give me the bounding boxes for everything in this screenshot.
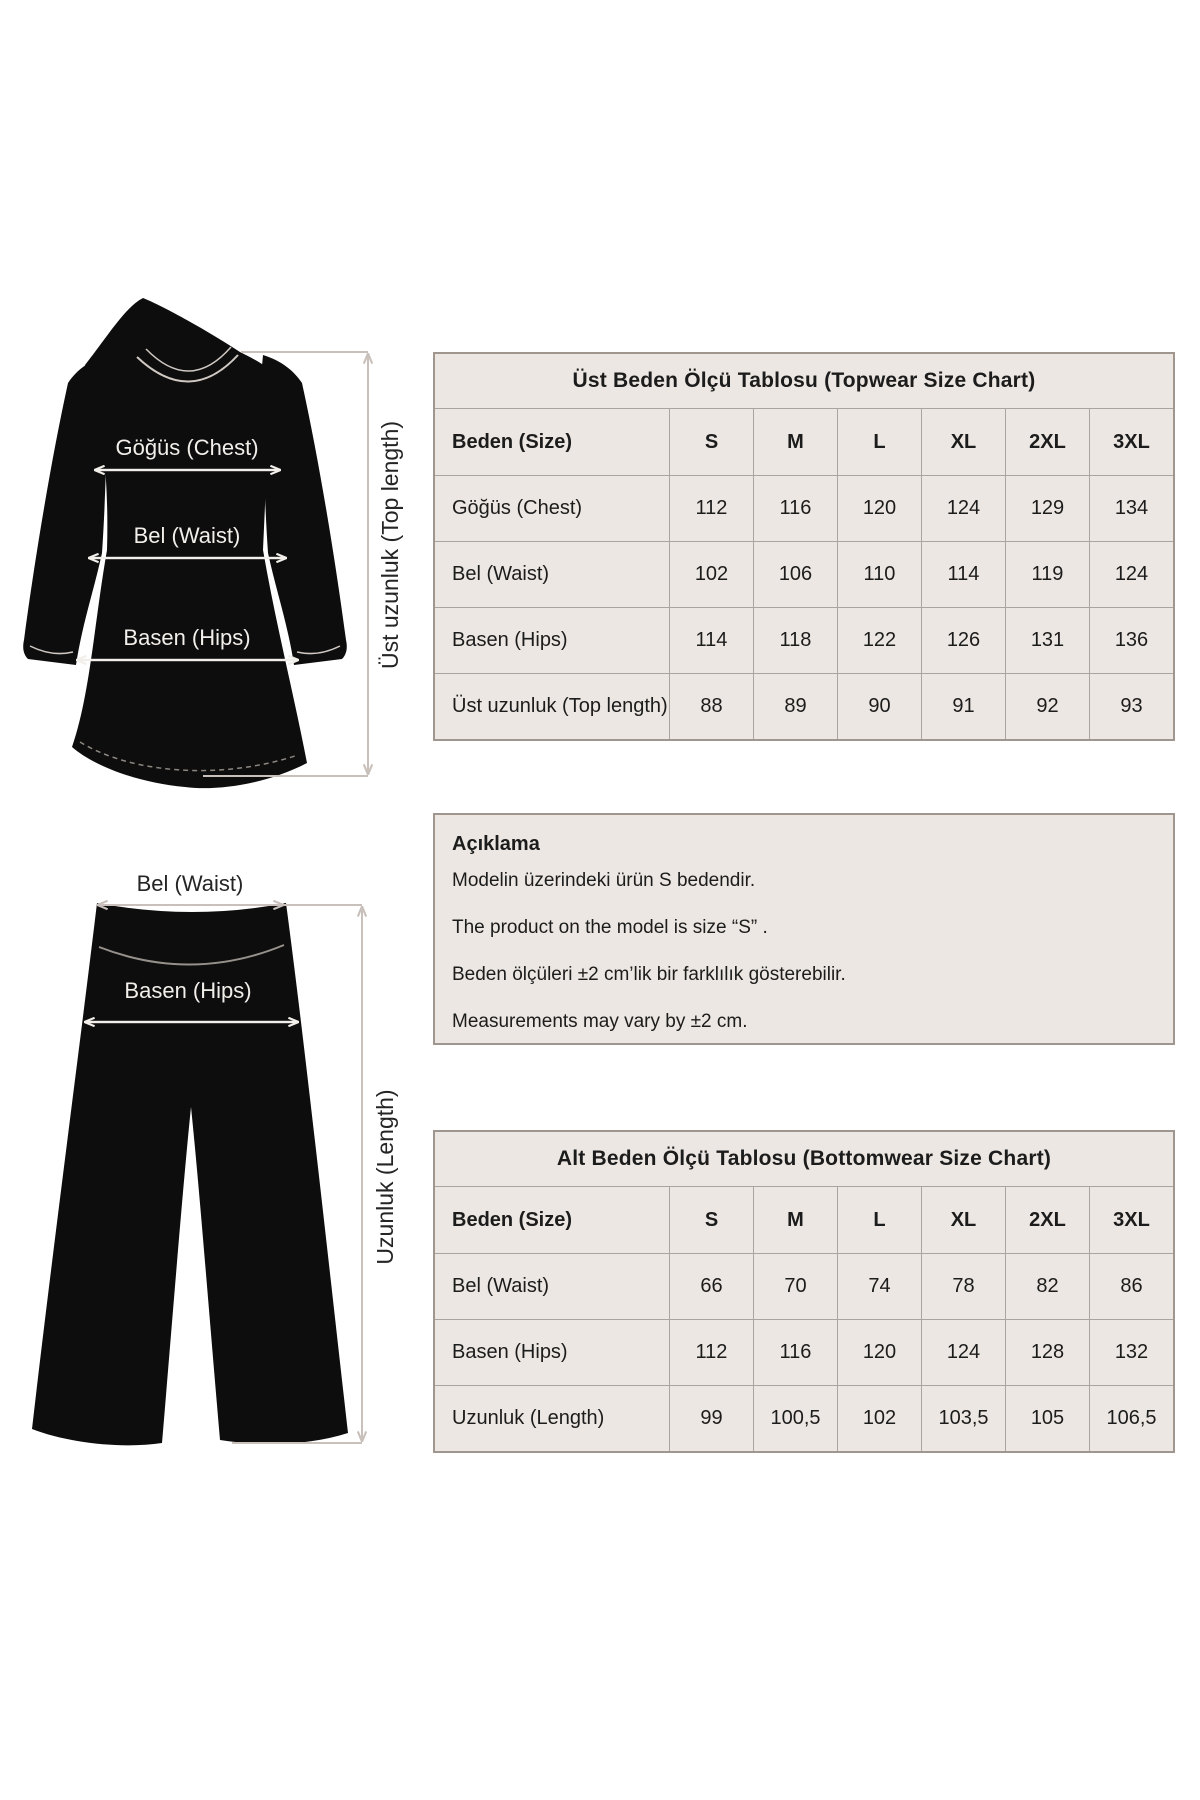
pants-hips-label: Basen (Hips) bbox=[124, 978, 252, 1003]
top-length-label: Üst uzunluk (Top length) bbox=[377, 420, 403, 670]
value-cell: 120 bbox=[837, 1319, 921, 1385]
value-cell: M bbox=[753, 1186, 837, 1253]
value-cell: 124 bbox=[1089, 541, 1173, 607]
table-row bbox=[435, 541, 1173, 607]
row-label-cell: Bel (Waist) bbox=[435, 541, 669, 607]
value-cell: 120 bbox=[837, 475, 921, 541]
value-cell: 118 bbox=[753, 607, 837, 673]
value-cell: 78 bbox=[921, 1253, 1005, 1319]
pants-waist-label: Bel (Waist) bbox=[136, 871, 244, 896]
value-cell: 114 bbox=[669, 607, 753, 673]
value-cell: 99 bbox=[669, 1385, 753, 1451]
note-line: Measurements may vary by ±2 cm. bbox=[452, 1011, 748, 1032]
value-cell: 3XL bbox=[1089, 1186, 1173, 1253]
table-row bbox=[435, 673, 1173, 739]
value-cell: 90 bbox=[837, 673, 921, 739]
table-title: Alt Beden Ölçü Tablosu (Bottomwear Size Chart) bbox=[556, 1147, 1052, 1170]
value-cell: 92 bbox=[1005, 673, 1089, 739]
table-row bbox=[435, 1385, 1173, 1451]
bottomwear-diagram bbox=[10, 855, 410, 1455]
table-row bbox=[435, 1253, 1173, 1319]
value-cell: 131 bbox=[1005, 607, 1089, 673]
value-cell: 70 bbox=[753, 1253, 837, 1319]
value-cell: 88 bbox=[669, 673, 753, 739]
value-cell: 93 bbox=[1089, 673, 1173, 739]
notes-title: Açıklama bbox=[452, 833, 540, 855]
value-cell: 91 bbox=[921, 673, 1005, 739]
value-cell: 122 bbox=[837, 607, 921, 673]
value-cell: 136 bbox=[1089, 607, 1173, 673]
value-cell: 129 bbox=[1005, 475, 1089, 541]
value-cell: S bbox=[669, 408, 753, 475]
table-header-row bbox=[435, 1186, 1173, 1253]
value-cell: 116 bbox=[753, 475, 837, 541]
value-cell: S bbox=[669, 1186, 753, 1253]
value-cell: 2XL bbox=[1005, 408, 1089, 475]
value-cell: 106,5 bbox=[1089, 1385, 1173, 1451]
value-cell: 89 bbox=[753, 673, 837, 739]
value-cell: 102 bbox=[669, 541, 753, 607]
value-cell: 110 bbox=[837, 541, 921, 607]
notes-panel bbox=[433, 813, 1175, 1045]
value-cell: 105 bbox=[1005, 1385, 1089, 1451]
value-cell: 74 bbox=[837, 1253, 921, 1319]
note-line: Modelin üzerindeki ürün S bedendir. bbox=[452, 870, 756, 891]
value-cell: 119 bbox=[1005, 541, 1089, 607]
value-cell: 106 bbox=[753, 541, 837, 607]
value-cell: XL bbox=[921, 1186, 1005, 1253]
note-line: Beden ölçüleri ±2 cm’lik bir farklılık gösterebilir. bbox=[452, 964, 846, 985]
row-label-cell: Üst uzunluk (Top length) bbox=[435, 673, 669, 739]
value-cell: 116 bbox=[753, 1319, 837, 1385]
table-title: Üst Beden Ölçü Tablosu (Topwear Size Chart) bbox=[572, 369, 1036, 392]
value-cell: 126 bbox=[921, 607, 1005, 673]
notes-lines bbox=[452, 870, 1173, 1058]
chest-label: Göğüs (Chest) bbox=[115, 435, 259, 460]
row-label-cell: Basen (Hips) bbox=[435, 607, 669, 673]
value-cell: 112 bbox=[669, 1319, 753, 1385]
value-cell: XL bbox=[921, 408, 1005, 475]
table-row bbox=[435, 1319, 1173, 1385]
row-label-cell: Beden (Size) bbox=[435, 1186, 669, 1253]
table-row bbox=[435, 607, 1173, 673]
value-cell: 124 bbox=[921, 1319, 1005, 1385]
value-cell: L bbox=[837, 408, 921, 475]
value-cell: 2XL bbox=[1005, 1186, 1089, 1253]
row-label-cell: Basen (Hips) bbox=[435, 1319, 669, 1385]
value-cell: 100,5 bbox=[753, 1385, 837, 1451]
value-cell: 86 bbox=[1089, 1253, 1173, 1319]
note-line: The product on the model is size “S” . bbox=[452, 917, 768, 938]
value-cell: 102 bbox=[837, 1385, 921, 1451]
value-cell: 128 bbox=[1005, 1319, 1089, 1385]
waist-label: Bel (Waist) bbox=[133, 523, 241, 548]
row-label-cell: Göğüs (Chest) bbox=[435, 475, 669, 541]
row-label-cell: Beden (Size) bbox=[435, 408, 669, 475]
row-label-cell: Bel (Waist) bbox=[435, 1253, 669, 1319]
value-cell: 103,5 bbox=[921, 1385, 1005, 1451]
row-label-cell: Uzunluk (Length) bbox=[435, 1385, 669, 1451]
value-cell: L bbox=[837, 1186, 921, 1253]
value-cell: M bbox=[753, 408, 837, 475]
value-cell: 132 bbox=[1089, 1319, 1173, 1385]
hips-label: Basen (Hips) bbox=[123, 625, 251, 650]
value-cell: 114 bbox=[921, 541, 1005, 607]
table-header-row bbox=[435, 408, 1173, 475]
value-cell: 134 bbox=[1089, 475, 1173, 541]
value-cell: 124 bbox=[921, 475, 1005, 541]
value-cell: 3XL bbox=[1089, 408, 1173, 475]
length-label: Uzunluk (Length) bbox=[372, 1089, 398, 1265]
value-cell: 82 bbox=[1005, 1253, 1089, 1319]
value-cell: 112 bbox=[669, 475, 753, 541]
bottomwear-size-table bbox=[433, 1130, 1175, 1453]
topwear-size-table bbox=[433, 352, 1175, 741]
value-cell: 66 bbox=[669, 1253, 753, 1319]
topwear-diagram bbox=[10, 295, 410, 795]
table-row bbox=[435, 475, 1173, 541]
